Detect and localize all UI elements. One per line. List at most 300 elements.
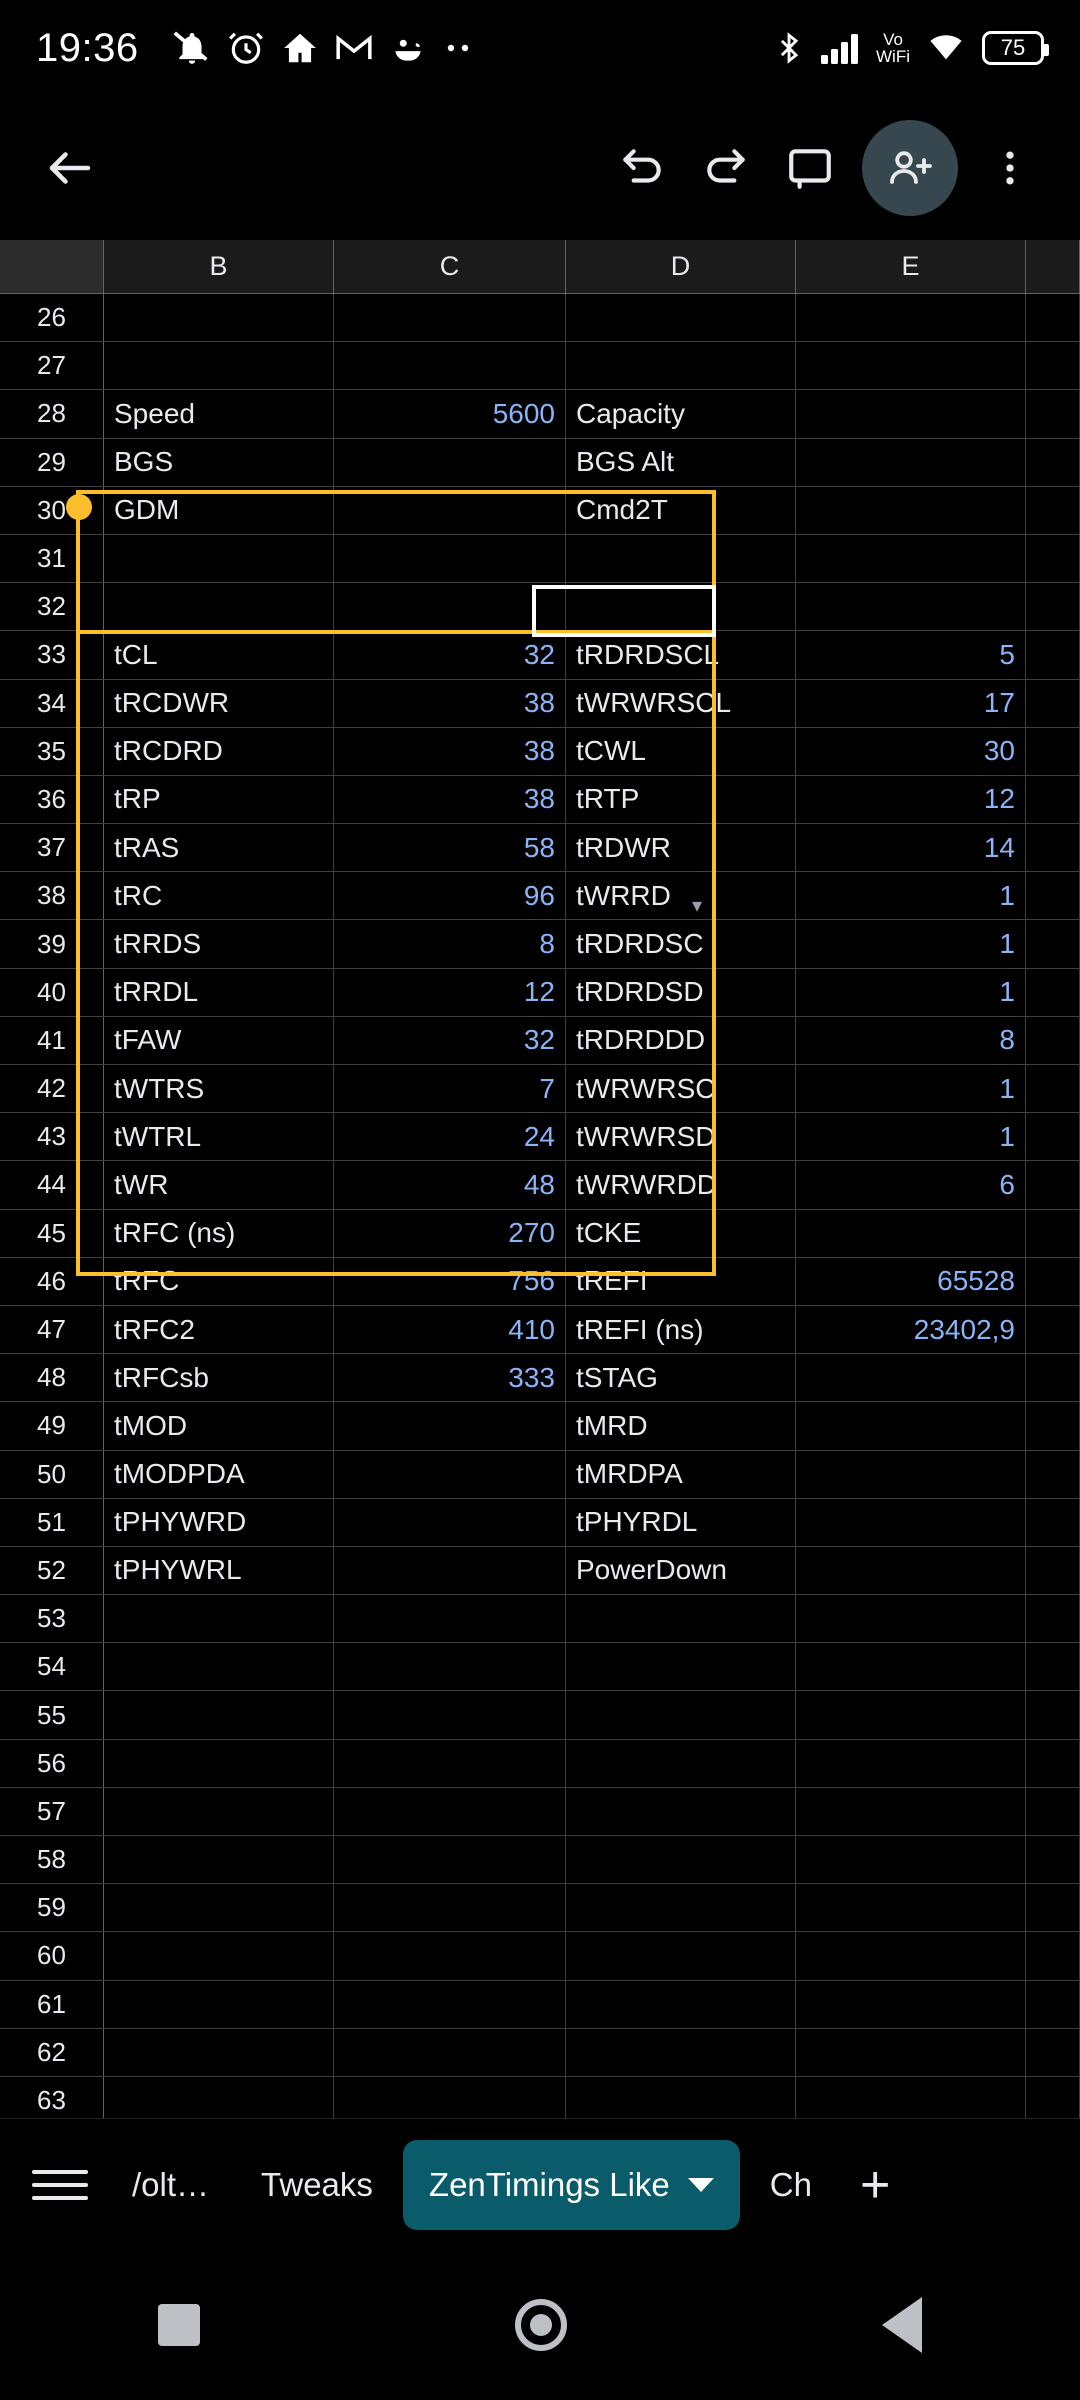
cell-C38[interactable]: 96 [334, 872, 566, 919]
cell-C44[interactable]: 48 [334, 1161, 566, 1208]
cell-B41[interactable]: tFAW [104, 1017, 334, 1064]
redo-button[interactable] [684, 126, 768, 210]
cell-D27[interactable] [566, 342, 796, 389]
cell-F47[interactable] [1026, 1306, 1080, 1353]
cell-F29[interactable] [1026, 439, 1080, 486]
cell-B63[interactable] [104, 2077, 334, 2118]
cell-C45[interactable]: 270 [334, 1210, 566, 1257]
cell-E54[interactable] [796, 1643, 1026, 1690]
cell-C59[interactable] [334, 1884, 566, 1931]
table-row[interactable] [0, 920, 1080, 968]
cell-B27[interactable] [104, 342, 334, 389]
cell-E46[interactable]: 65528 [796, 1258, 1026, 1305]
cell-B34[interactable]: tRCDWR [104, 680, 334, 727]
row-header[interactable]: 54 [0, 1643, 104, 1690]
cell-F62[interactable] [1026, 2029, 1080, 2076]
table-row[interactable] [0, 1017, 1080, 1065]
cell-F63[interactable] [1026, 2077, 1080, 2118]
battery-level: 75 [1000, 35, 1026, 60]
cell-D54[interactable] [566, 1643, 796, 1690]
table-row[interactable] [0, 487, 1080, 535]
row-header[interactable]: 41 [0, 1017, 104, 1064]
cell-E38[interactable]: 1 [796, 872, 1026, 919]
sheet-tab-tweaks[interactable]: Tweaks [261, 2165, 373, 2203]
cell-F32[interactable] [1026, 583, 1080, 630]
cell-C46[interactable]: 756 [334, 1258, 566, 1305]
cell-F38[interactable] [1026, 872, 1080, 919]
column-header-row [0, 240, 1080, 294]
cell-B31[interactable] [104, 535, 334, 582]
cell-B50[interactable]: tMODPDA [104, 1451, 334, 1498]
table-row[interactable] [0, 872, 1080, 920]
row-header[interactable]: 59 [0, 1884, 104, 1931]
row-header[interactable]: 38 [0, 872, 104, 919]
cell-B45[interactable]: tRFC (ns) [104, 1210, 334, 1257]
row-header[interactable]: 35 [0, 728, 104, 775]
cell-E32[interactable] [796, 583, 1026, 630]
row-header[interactable]: 31 [0, 535, 104, 582]
table-row[interactable] [0, 1788, 1080, 1836]
cell-D40[interactable]: tRDRDSD [566, 969, 796, 1016]
row-header[interactable]: 50 [0, 1451, 104, 1498]
cell-D29[interactable]: BGS Alt [566, 439, 796, 486]
cell-D61[interactable] [566, 1981, 796, 2028]
cell-F58[interactable] [1026, 1836, 1080, 1883]
cell-D38[interactable]: tWRRD [566, 872, 796, 919]
cell-C51[interactable] [334, 1499, 566, 1546]
table-row[interactable] [0, 1884, 1080, 1932]
back-button-nav[interactable] [882, 2297, 922, 2353]
row-header[interactable]: 29 [0, 439, 104, 486]
cell-D33[interactable]: tRDRDSCL [566, 631, 796, 678]
cell-F55[interactable] [1026, 1691, 1080, 1738]
cell-D47[interactable]: tREFI (ns) [566, 1306, 796, 1353]
cell-E55[interactable] [796, 1691, 1026, 1738]
cell-E29[interactable] [796, 439, 1026, 486]
cell-E45[interactable] [796, 1210, 1026, 1257]
cell-B60[interactable] [104, 1932, 334, 1979]
row-header[interactable]: 61 [0, 1981, 104, 2028]
cell-F42[interactable] [1026, 1065, 1080, 1112]
cell-E53[interactable] [796, 1595, 1026, 1642]
cell-F49[interactable] [1026, 1402, 1080, 1449]
cell-E58[interactable] [796, 1836, 1026, 1883]
row-header[interactable]: 26 [0, 294, 104, 341]
table-row[interactable] [0, 535, 1080, 583]
cell-F31[interactable] [1026, 535, 1080, 582]
select-all-corner[interactable] [0, 240, 104, 293]
cell-C40[interactable]: 12 [334, 969, 566, 1016]
cell-B39[interactable]: tRRDS [104, 920, 334, 967]
cell-C50[interactable] [334, 1451, 566, 1498]
cell-D44[interactable]: tWRWRDD [566, 1161, 796, 1208]
cell-D37[interactable]: tRDWR [566, 824, 796, 871]
cell-C29[interactable] [334, 439, 566, 486]
cell-B43[interactable]: tWTRL [104, 1113, 334, 1160]
cell-B52[interactable]: tPHYWRL [104, 1547, 334, 1594]
row-header[interactable]: 58 [0, 1836, 104, 1883]
row-header[interactable]: 44 [0, 1161, 104, 1208]
table-row[interactable] [0, 1306, 1080, 1354]
cell-F54[interactable] [1026, 1643, 1080, 1690]
cell-C49[interactable] [334, 1402, 566, 1449]
cell-D43[interactable]: tWRWRSD [566, 1113, 796, 1160]
cell-E33[interactable]: 5 [796, 631, 1026, 678]
cell-C61[interactable] [334, 1981, 566, 2028]
cell-D56[interactable] [566, 1740, 796, 1787]
app-toolbar [0, 96, 1080, 240]
column-header-D[interactable]: D [566, 240, 796, 293]
cell-E34[interactable]: 17 [796, 680, 1026, 727]
cell-D53[interactable] [566, 1595, 796, 1642]
table-row[interactable] [0, 1740, 1080, 1788]
table-row[interactable] [0, 1258, 1080, 1306]
cell-B44[interactable]: tWR [104, 1161, 334, 1208]
row-header[interactable]: 48 [0, 1354, 104, 1401]
cell-E35[interactable]: 30 [796, 728, 1026, 775]
table-row[interactable] [0, 390, 1080, 438]
cell-B36[interactable]: tRP [104, 776, 334, 823]
vowifi-bottom: WiFi [876, 47, 910, 66]
cell-F46[interactable] [1026, 1258, 1080, 1305]
cell-F37[interactable] [1026, 824, 1080, 871]
row-header[interactable]: 40 [0, 969, 104, 1016]
cell-B35[interactable]: tRCDRD [104, 728, 334, 775]
row-header[interactable]: 39 [0, 920, 104, 967]
cell-E43[interactable]: 1 [796, 1113, 1026, 1160]
cell-B51[interactable]: tPHYWRD [104, 1499, 334, 1546]
sheet-tab-ch[interactable]: Ch [769, 2165, 812, 2203]
cell-C63[interactable] [334, 2077, 566, 2118]
row-header[interactable]: 33 [0, 631, 104, 678]
cell-F60[interactable] [1026, 1932, 1080, 1979]
cell-E28[interactable] [796, 390, 1026, 437]
cell-E40[interactable]: 1 [796, 969, 1026, 1016]
table-row[interactable] [0, 1451, 1080, 1499]
android-nav-bar [0, 2250, 1080, 2400]
cell-E44[interactable]: 6 [796, 1161, 1026, 1208]
cell-E48[interactable] [796, 1354, 1026, 1401]
cell-D46[interactable]: tREFI [566, 1258, 796, 1305]
cell-C36[interactable]: 38 [334, 776, 566, 823]
cell-C30[interactable] [334, 487, 566, 534]
row-header[interactable]: 28 [0, 390, 104, 437]
wifi-icon [924, 31, 968, 65]
cell-C48[interactable]: 333 [334, 1354, 566, 1401]
cell-E52[interactable] [796, 1547, 1026, 1594]
cell-B32[interactable] [104, 583, 334, 630]
table-row[interactable] [0, 824, 1080, 872]
cell-B49[interactable]: tMOD [104, 1402, 334, 1449]
cell-B46[interactable]: tRFC [104, 1258, 334, 1305]
cell-D52[interactable]: PowerDown [566, 1547, 796, 1594]
cell-F59[interactable] [1026, 1884, 1080, 1931]
cell-B53[interactable] [104, 1595, 334, 1642]
cell-B54[interactable] [104, 1643, 334, 1690]
row-header[interactable]: 49 [0, 1402, 104, 1449]
cell-C43[interactable]: 24 [334, 1113, 566, 1160]
cell-C42[interactable]: 7 [334, 1065, 566, 1112]
row-header[interactable]: 45 [0, 1210, 104, 1257]
cell-E41[interactable]: 8 [796, 1017, 1026, 1064]
table-row[interactable] [0, 1210, 1080, 1258]
row-header[interactable]: 34 [0, 680, 104, 727]
cell-C53[interactable] [334, 1595, 566, 1642]
row-header[interactable]: 30 [0, 487, 104, 534]
cell-B38[interactable]: tRC [104, 872, 334, 919]
cell-F45[interactable] [1026, 1210, 1080, 1257]
table-row[interactable] [0, 631, 1080, 679]
cell-F57[interactable] [1026, 1788, 1080, 1835]
cell-D42[interactable]: tWRWRSC [566, 1065, 796, 1112]
cell-C57[interactable] [334, 1788, 566, 1835]
row-header[interactable]: 52 [0, 1547, 104, 1594]
row-header[interactable]: 43 [0, 1113, 104, 1160]
cell-B28[interactable]: Speed [104, 390, 334, 437]
table-row[interactable] [0, 1836, 1080, 1884]
comment-button[interactable] [768, 126, 852, 210]
sheet-tab-zentimings-like[interactable] [403, 2140, 740, 2230]
row-header[interactable]: 51 [0, 1499, 104, 1546]
selection-handle[interactable] [66, 494, 92, 520]
cell-E39[interactable]: 1 [796, 920, 1026, 967]
cell-C33[interactable]: 32 [334, 631, 566, 678]
cell-F39[interactable] [1026, 920, 1080, 967]
cell-C60[interactable] [334, 1932, 566, 1979]
cell-F56[interactable] [1026, 1740, 1080, 1787]
cell-E51[interactable] [796, 1499, 1026, 1546]
cell-E49[interactable] [796, 1402, 1026, 1449]
cell-D34[interactable]: tWRWRSCL [566, 680, 796, 727]
cell-F53[interactable] [1026, 1595, 1080, 1642]
cell-D50[interactable]: tMRDPA [566, 1451, 796, 1498]
cell-B48[interactable]: tRFCsb [104, 1354, 334, 1401]
cell-E62[interactable] [796, 2029, 1026, 2076]
cell-B55[interactable] [104, 1691, 334, 1738]
cell-C34[interactable]: 38 [334, 680, 566, 727]
cell-F50[interactable] [1026, 1451, 1080, 1498]
row-header[interactable]: 60 [0, 1932, 104, 1979]
table-row[interactable] [0, 1595, 1080, 1643]
cell-E61[interactable] [796, 1981, 1026, 2028]
cell-B40[interactable]: tRRDL [104, 969, 334, 1016]
undo-button[interactable] [600, 126, 684, 210]
table-row[interactable] [0, 1161, 1080, 1209]
table-row[interactable] [0, 1065, 1080, 1113]
table-row[interactable] [0, 342, 1080, 390]
cell-D48[interactable]: tSTAG [566, 1354, 796, 1401]
table-row[interactable] [0, 1547, 1080, 1595]
cell-D63[interactable] [566, 2077, 796, 2118]
table-row[interactable] [0, 1643, 1080, 1691]
cell-D31[interactable] [566, 535, 796, 582]
cell-E50[interactable] [796, 1451, 1026, 1498]
back-button[interactable] [28, 126, 112, 210]
cell-E57[interactable] [796, 1788, 1026, 1835]
table-row[interactable] [0, 583, 1080, 631]
cell-C32[interactable] [334, 583, 566, 630]
cell-D30[interactable]: Cmd2T [566, 487, 796, 534]
column-header-F[interactable] [1026, 240, 1080, 293]
cell-C58[interactable] [334, 1836, 566, 1883]
overflow-menu-button[interactable] [968, 126, 1052, 210]
vowifi-top: Vo [883, 30, 903, 49]
cell-B30[interactable]: GDM [104, 487, 334, 534]
cell-F52[interactable] [1026, 1547, 1080, 1594]
cell-C52[interactable] [334, 1547, 566, 1594]
cell-E30[interactable] [796, 487, 1026, 534]
cell-C39[interactable]: 8 [334, 920, 566, 967]
cell-E36[interactable]: 12 [796, 776, 1026, 823]
spreadsheet-grid[interactable] [0, 240, 1080, 2118]
row-header[interactable]: 27 [0, 342, 104, 389]
cell-E63[interactable] [796, 2077, 1026, 2118]
row-header[interactable]: 57 [0, 1788, 104, 1835]
home-button[interactable] [515, 2299, 567, 2351]
cell-D51[interactable]: tPHYRDL [566, 1499, 796, 1546]
cell-C35[interactable]: 38 [334, 728, 566, 775]
cell-F61[interactable] [1026, 1981, 1080, 2028]
cell-B58[interactable] [104, 1836, 334, 1883]
row-header[interactable]: 62 [0, 2029, 104, 2076]
cell-B56[interactable] [104, 1740, 334, 1787]
chevron-down-icon[interactable] [688, 2178, 714, 2192]
cell-C41[interactable]: 32 [334, 1017, 566, 1064]
row-header[interactable]: 63 [0, 2077, 104, 2118]
cell-E37[interactable]: 14 [796, 824, 1026, 871]
cell-B47[interactable]: tRFC2 [104, 1306, 334, 1353]
cell-F34[interactable] [1026, 680, 1080, 727]
table-row[interactable] [0, 439, 1080, 487]
cell-F36[interactable] [1026, 776, 1080, 823]
table-row[interactable] [0, 1691, 1080, 1739]
cell-C26[interactable] [334, 294, 566, 341]
cell-E31[interactable] [796, 535, 1026, 582]
table-row[interactable] [0, 294, 1080, 342]
row-header[interactable]: 53 [0, 1595, 104, 1642]
cell-C27[interactable] [334, 342, 566, 389]
cell-C56[interactable] [334, 1740, 566, 1787]
sheet-tab-volt[interactable]: /olt… [132, 2165, 210, 2203]
table-row[interactable] [0, 1113, 1080, 1161]
grid-rows[interactable] [0, 294, 1080, 2118]
row-header[interactable]: 46 [0, 1258, 104, 1305]
cell-D55[interactable] [566, 1691, 796, 1738]
cell-B42[interactable]: tWTRS [104, 1065, 334, 1112]
cell-E27[interactable] [796, 342, 1026, 389]
table-row[interactable] [0, 776, 1080, 824]
row-header[interactable]: 37 [0, 824, 104, 871]
cell-C62[interactable] [334, 2029, 566, 2076]
cell-C37[interactable]: 58 [334, 824, 566, 871]
share-button[interactable] [862, 120, 958, 216]
cell-B37[interactable]: tRAS [104, 824, 334, 871]
table-row[interactable] [0, 2077, 1080, 2118]
cell-B29[interactable]: BGS [104, 439, 334, 486]
cell-F41[interactable] [1026, 1017, 1080, 1064]
row-header[interactable]: 42 [0, 1065, 104, 1112]
cell-F33[interactable] [1026, 631, 1080, 678]
cell-E59[interactable] [796, 1884, 1026, 1931]
cell-E26[interactable] [796, 294, 1026, 341]
add-sheet-button[interactable]: + [859, 2155, 891, 2214]
table-row[interactable] [0, 680, 1080, 728]
cell-C54[interactable] [334, 1643, 566, 1690]
table-row[interactable] [0, 1499, 1080, 1547]
cell-B26[interactable] [104, 294, 334, 341]
cell-D58[interactable] [566, 1836, 796, 1883]
table-row[interactable] [0, 969, 1080, 1017]
cell-F44[interactable] [1026, 1161, 1080, 1208]
table-row[interactable] [0, 1981, 1080, 2029]
cell-C55[interactable] [334, 1691, 566, 1738]
all-sheets-button[interactable] [18, 2143, 102, 2227]
row-header[interactable]: 55 [0, 1691, 104, 1738]
cell-D39[interactable]: tRDRDSC [566, 920, 796, 967]
recents-button[interactable] [158, 2304, 200, 2346]
cell-E60[interactable] [796, 1932, 1026, 1979]
column-header-E[interactable]: E [796, 240, 1026, 293]
table-row[interactable] [0, 1932, 1080, 1980]
column-header-C[interactable]: C [334, 240, 566, 293]
cell-F51[interactable] [1026, 1499, 1080, 1546]
cell-F35[interactable] [1026, 728, 1080, 775]
cell-E56[interactable] [796, 1740, 1026, 1787]
table-row[interactable] [0, 728, 1080, 776]
cell-B59[interactable] [104, 1884, 334, 1931]
chevron-down-icon[interactable]: ▾ [692, 895, 703, 917]
cell-B62[interactable] [104, 2029, 334, 2076]
cell-F40[interactable] [1026, 969, 1080, 1016]
cell-B33[interactable]: tCL [104, 631, 334, 678]
table-row[interactable] [0, 1402, 1080, 1450]
table-row[interactable] [0, 1354, 1080, 1402]
cell-D59[interactable] [566, 1884, 796, 1931]
column-header-B[interactable]: B [104, 240, 334, 293]
cell-C47[interactable]: 410 [334, 1306, 566, 1353]
cell-D32[interactable] [566, 583, 796, 630]
cell-D35[interactable]: tCWL [566, 728, 796, 775]
table-row[interactable] [0, 2029, 1080, 2077]
cell-F48[interactable] [1026, 1354, 1080, 1401]
cell-D49[interactable]: tMRD [566, 1402, 796, 1449]
cell-B57[interactable] [104, 1788, 334, 1835]
row-header[interactable]: 56 [0, 1740, 104, 1787]
cell-D26[interactable] [566, 294, 796, 341]
cell-D57[interactable] [566, 1788, 796, 1835]
row-header[interactable]: 47 [0, 1306, 104, 1353]
bluetooth-icon [772, 29, 806, 67]
cell-B61[interactable] [104, 1981, 334, 2028]
row-header[interactable]: 36 [0, 776, 104, 823]
cell-F26[interactable] [1026, 294, 1080, 341]
cell-D60[interactable] [566, 1932, 796, 1979]
cell-F28[interactable] [1026, 390, 1080, 437]
cell-C28[interactable]: 5600 [334, 390, 566, 437]
cell-D62[interactable] [566, 2029, 796, 2076]
row-header[interactable]: 32 [0, 583, 104, 630]
cell-E47[interactable]: 23402,9 [796, 1306, 1026, 1353]
cell-F30[interactable] [1026, 487, 1080, 534]
cell-D41[interactable]: tRDRDDD [566, 1017, 796, 1064]
cell-E42[interactable]: 1 [796, 1065, 1026, 1112]
cell-D36[interactable]: tRTP [566, 776, 796, 823]
cell-F43[interactable] [1026, 1113, 1080, 1160]
cell-F27[interactable] [1026, 342, 1080, 389]
cell-D28[interactable]: Capacity [566, 390, 796, 437]
cell-C31[interactable] [334, 535, 566, 582]
cell-D45[interactable]: tCKE [566, 1210, 796, 1257]
